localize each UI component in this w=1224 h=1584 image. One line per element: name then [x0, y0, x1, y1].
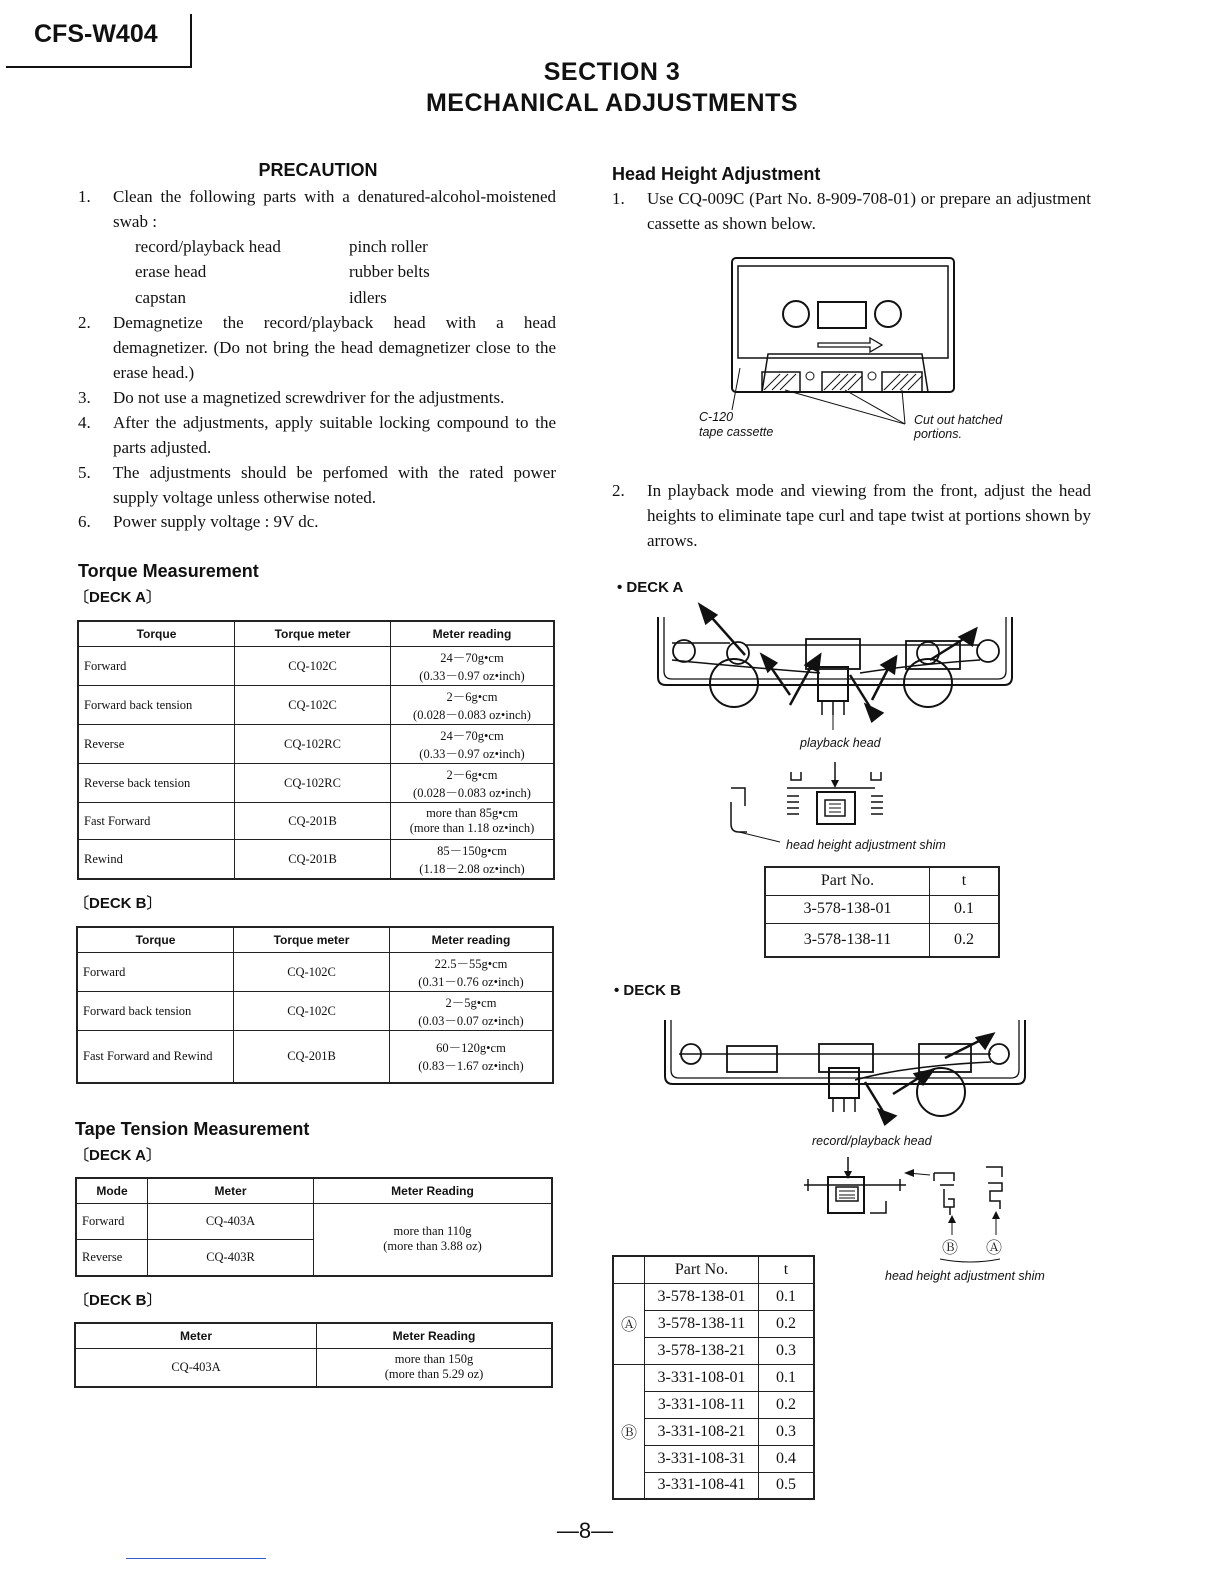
col-header: Meter — [148, 1178, 314, 1204]
table-row — [75, 1349, 552, 1387]
item-number: 6. — [78, 512, 91, 531]
meter-cell: CQ-201B — [234, 1031, 390, 1083]
step-number: 2. — [612, 481, 625, 500]
table-row — [78, 647, 554, 686]
table-row — [77, 992, 553, 1031]
section-title: MECHANICAL ADJUSTMENTS — [425, 89, 799, 117]
part-number-cell: 3-331-108-31 — [645, 1445, 759, 1472]
step-number: 1. — [612, 189, 625, 208]
thickness-cell: 0.2 — [759, 1310, 815, 1337]
model-number: CFS-W404 — [34, 20, 158, 48]
meter-cell: CQ-102RC — [235, 725, 391, 764]
precaution-item-4: After the adjustments, apply suitable locking compound to the parts adjusted. — [113, 413, 556, 457]
part-number-cell: 3-331-108-21 — [645, 1418, 759, 1445]
col-header: t — [930, 867, 1000, 895]
torque-cell: Forward — [77, 953, 234, 992]
tension-deck-a-label: 〔DECK A〕 — [74, 1147, 161, 1164]
col-header: Torque meter — [235, 621, 391, 647]
section-number: SECTION 3 — [543, 58, 681, 86]
cut-out-label: Cut out hatched — [914, 413, 1003, 427]
reading-cell: 24－70g•cm (0.33－0.97 oz•inch) — [391, 647, 555, 686]
meter-cell: CQ-102C — [234, 992, 390, 1031]
col-header: Torque meter — [234, 927, 390, 953]
col-header: Meter Reading — [317, 1323, 553, 1349]
part-number-cell: 3-331-108-01 — [645, 1364, 759, 1391]
table-row — [765, 923, 999, 957]
deck-b-tape-path-diagram — [655, 1012, 1035, 1132]
col-header: Meter — [75, 1323, 317, 1349]
table-row — [78, 764, 554, 803]
footer-rule — [126, 1558, 266, 1559]
table-row — [76, 1204, 552, 1240]
precaution-item-5: The adjustments should be perfomed with the rated power supply voltage unless otherwise noted. — [113, 463, 556, 507]
precaution-item-2: Demagnetize the record/playback head with a head demagnetizer. (Do not bring the head demagnetizer close to the erase head.) — [113, 313, 556, 382]
torque-cell: Rewind — [78, 840, 235, 880]
deck-a-label: • DECK A — [617, 579, 684, 596]
torque-cell: Fast Forward — [78, 803, 235, 840]
meter-cell: CQ-201B — [235, 840, 391, 880]
item-number: 3. — [78, 388, 91, 407]
table-row — [78, 686, 554, 725]
part-number-cell: 3-578-138-11 — [645, 1310, 759, 1337]
item-number: 5. — [78, 463, 91, 482]
torque-deck-b-table — [76, 926, 554, 1084]
playback-head-label: playback head — [800, 736, 881, 750]
torque-cell: Reverse back tension — [78, 764, 235, 803]
meter-cell: CQ-403R — [148, 1240, 314, 1276]
torque-cell: Forward — [78, 647, 235, 686]
meter-cell: CQ-102RC — [235, 764, 391, 803]
cassette-label: C-120 — [699, 410, 734, 424]
step-text: Use CQ-009C (Part No. 8-909-708-01) or prepare an adjustment cassette as shown below. — [647, 189, 1091, 233]
reading-cell: 2－6g•cm (0.028－0.083 oz•inch) — [391, 764, 555, 803]
reading-cell: 2－5g•cm (0.03－0.07 oz•inch) — [390, 992, 554, 1031]
deck-b-label: • DECK B — [614, 982, 681, 999]
shim-label: head height adjustment shim — [786, 838, 946, 852]
shim-label-b: head height adjustment shim — [885, 1269, 1045, 1283]
thickness-cell: 0.1 — [759, 1364, 815, 1391]
deck-a-shim-detail — [725, 758, 895, 838]
mode-cell: Forward — [76, 1204, 148, 1240]
tension-deck-b-table — [74, 1322, 553, 1388]
col-header: Part No. — [645, 1256, 759, 1283]
head-height-title: Head Height Adjustment — [612, 164, 821, 184]
cut-out-label: portions. — [914, 427, 962, 441]
thickness-cell: 0.2 — [930, 923, 1000, 957]
col-header: Part No. — [765, 867, 930, 895]
deck-a-shim-table — [764, 866, 1000, 958]
part-number-cell: 3-578-138-21 — [645, 1337, 759, 1364]
precaution-item-1: Clean the following parts with a denatured-alcohol-moistened swab : — [113, 187, 556, 231]
group-b-marker: Ⓑ — [613, 1364, 645, 1499]
part-name: idlers — [349, 288, 387, 307]
torque-title: Torque Measurement — [78, 561, 259, 581]
col-header: Torque — [77, 927, 234, 953]
record-playback-head-label: record/playback head — [812, 1134, 932, 1148]
torque-cell: Fast Forward and Rewind — [77, 1031, 234, 1083]
part-number-cell: 3-331-108-41 — [645, 1472, 759, 1499]
part-number-cell: 3-331-108-11 — [645, 1391, 759, 1418]
thickness-cell: 0.2 — [759, 1391, 815, 1418]
part-number-cell: 3-578-138-11 — [765, 923, 930, 957]
deck-a-tape-path-diagram — [650, 605, 1030, 750]
table-row — [78, 840, 554, 880]
col-header: Mode — [76, 1178, 148, 1204]
head-height-step-1 — [612, 186, 1092, 246]
col-header: Meter reading — [391, 621, 555, 647]
torque-deck-a-table — [77, 620, 555, 880]
tension-title: Tape Tension Measurement — [75, 1119, 310, 1139]
part-name: record/playback head — [135, 237, 281, 256]
torque-cell: Forward back tension — [78, 686, 235, 725]
torque-cell: Forward back tension — [77, 992, 234, 1031]
tension-deck-b-label: 〔DECK B〕 — [74, 1292, 162, 1309]
reading-cell: more than 85g•cm (more than 1.18 oz•inch) — [391, 803, 555, 840]
item-number: 2. — [78, 313, 91, 332]
tension-deck-a-table — [75, 1177, 553, 1277]
group-cell — [613, 1256, 645, 1283]
thickness-cell: 0.1 — [759, 1283, 815, 1310]
table-row — [78, 803, 554, 840]
cassette-label: tape cassette — [699, 425, 774, 439]
thickness-cell: 0.3 — [759, 1337, 815, 1364]
reading-cell: 24－70g•cm (0.33－0.97 oz•inch) — [391, 725, 555, 764]
part-name: capstan — [135, 288, 186, 307]
part-number-cell: 3-578-138-01 — [765, 895, 930, 923]
col-header: t — [759, 1256, 815, 1283]
col-header: Torque — [78, 621, 235, 647]
precaution-item-6: Power supply voltage : 9V dc. — [113, 512, 319, 531]
table-row — [613, 1283, 814, 1310]
precaution-list — [78, 184, 558, 534]
thickness-cell: 0.1 — [930, 895, 1000, 923]
part-name: rubber belts — [349, 262, 430, 281]
item-number: 4. — [78, 413, 91, 432]
precaution-item-3: Do not use a magnetized screwdriver for the adjustments. — [113, 388, 505, 407]
group-a-marker: Ⓐ — [613, 1283, 645, 1364]
precaution-title: PRECAUTION — [258, 160, 378, 180]
step-text: In playback mode and viewing from the front, adjust the head heights to eliminate tape curl and tape twist at portions shown by arrows. — [647, 481, 1091, 550]
reading-cell: 60－120g•cm (0.83－1.67 oz•inch) — [390, 1031, 554, 1083]
meter-cell: CQ-102C — [235, 686, 391, 725]
reading-cell: 22.5－55g•cm (0.31－0.76 oz•inch) — [390, 953, 554, 992]
col-header: Meter reading — [390, 927, 554, 953]
meter-cell: CQ-201B — [235, 803, 391, 840]
torque-deck-a-label: 〔DECK A〕 — [74, 589, 161, 606]
reading-cell: 85－150g•cm (1.18－2.08 oz•inch) — [391, 840, 555, 880]
meter-cell: CQ-102C — [235, 647, 391, 686]
reading-cell: more than 150g (more than 5.29 oz) — [317, 1349, 553, 1387]
meter-cell: CQ-403A — [75, 1349, 317, 1387]
page-number: —8— — [556, 1518, 614, 1543]
torque-cell: Reverse — [78, 725, 235, 764]
item-number: 1. — [78, 187, 91, 206]
mode-cell: Reverse — [76, 1240, 148, 1276]
shim-mark-a: Ⓐ — [986, 1240, 1003, 1257]
table-row — [77, 1031, 553, 1083]
table-row — [765, 895, 999, 923]
shim-mark-b: Ⓑ — [942, 1240, 959, 1257]
meter-cell: CQ-403A — [148, 1204, 314, 1240]
part-number-cell: 3-578-138-01 — [645, 1283, 759, 1310]
deck-b-shim-table — [612, 1255, 815, 1500]
torque-deck-b-label: 〔DECK B〕 — [74, 895, 162, 912]
thickness-cell: 0.4 — [759, 1445, 815, 1472]
table-row — [77, 953, 553, 992]
table-row — [613, 1364, 814, 1391]
col-header: Meter Reading — [314, 1178, 553, 1204]
part-name: pinch roller — [349, 237, 428, 256]
table-row — [78, 725, 554, 764]
head-height-step-2 — [612, 478, 1092, 558]
reading-cell: 2－6g•cm (0.028－0.083 oz•inch) — [391, 686, 555, 725]
thickness-cell: 0.5 — [759, 1472, 815, 1499]
part-name: erase head — [135, 262, 207, 281]
reading-cell: more than 110g (more than 3.88 oz) — [314, 1204, 553, 1276]
thickness-cell: 0.3 — [759, 1418, 815, 1445]
meter-cell: CQ-102C — [234, 953, 390, 992]
